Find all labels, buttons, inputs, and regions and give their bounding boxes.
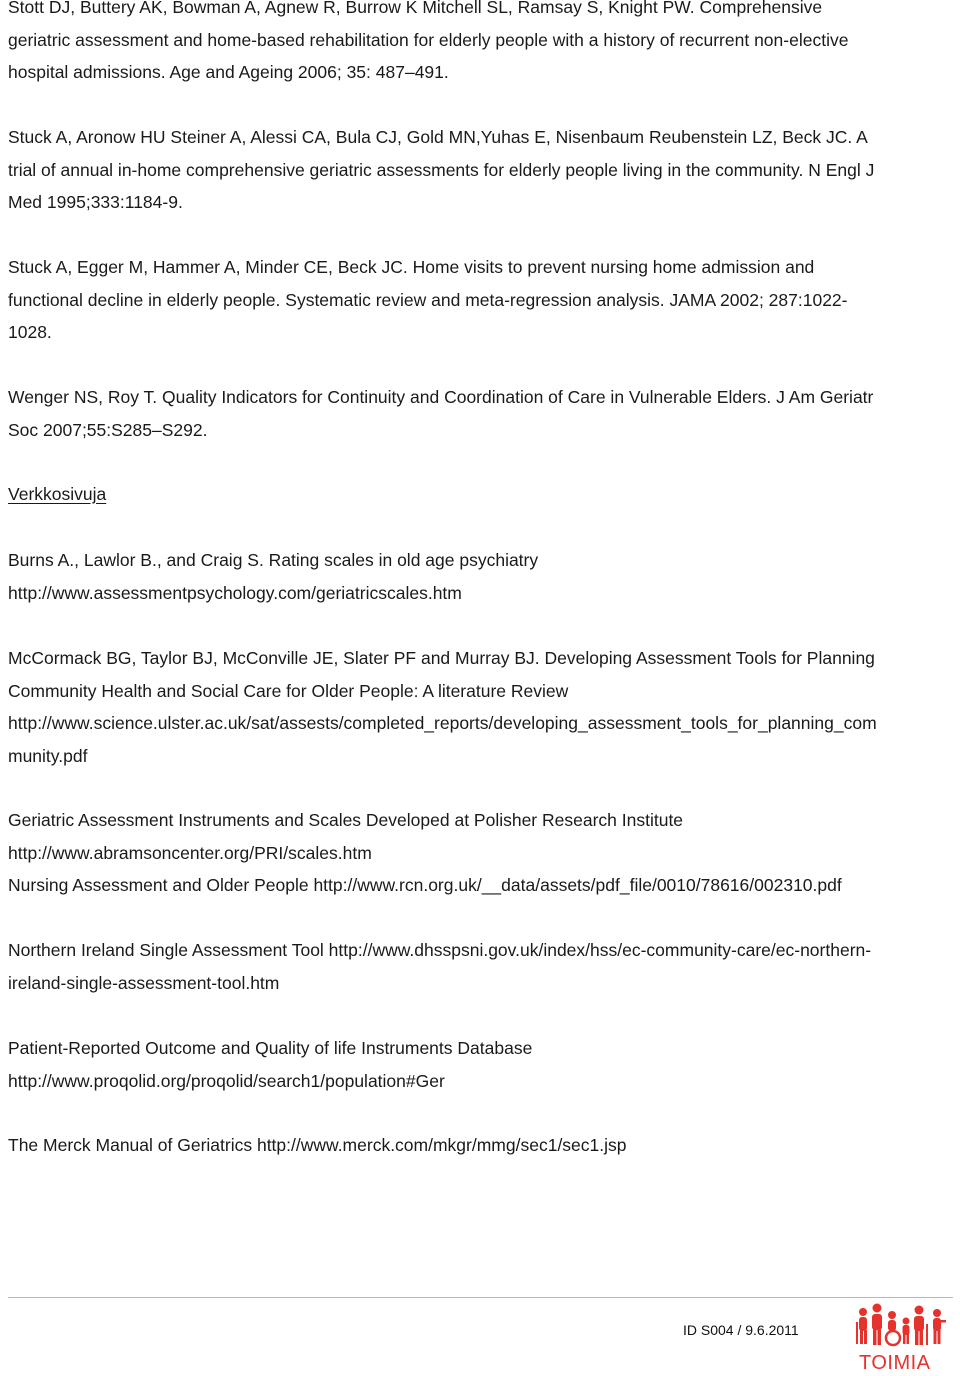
- reference-line: hospital admissions. Age and Ageing 2006; 35: 487–491.: [8, 62, 449, 83]
- reference-polisher: [8, 804, 953, 902]
- reference-line: Med 1995;333:1184-9.: [8, 192, 183, 213]
- reference-stuck-1995: [8, 121, 953, 219]
- reference-line: ireland-single-assessment-tool.htm: [8, 972, 280, 993]
- reference-line: geriatric assessment and home-based rehabilitation for elderly people with a history of recurrent non-elective: [8, 29, 849, 50]
- reference-burns: [8, 544, 953, 609]
- reference-line: trial of annual in-home comprehensive geriatric assessments for elderly people living in the community. N Engl J: [8, 159, 875, 180]
- reference-line: Wenger NS, Roy T. Quality Indicators for Continuity and Coordination of Care in Vulnerable Elders. J Am Geriatr: [8, 387, 874, 407]
- reference-northern-ireland: [8, 934, 953, 999]
- reference-url: munity.pdf: [8, 745, 88, 766]
- reference-mccormack: [8, 642, 953, 772]
- reference-line: Geriatric Assessment Instruments and Scales Developed at Polisher Research Institute: [8, 810, 684, 830]
- reference-line: Stuck A, Egger M, Hammer A, Minder CE, Beck JC. Home visits to prevent nursing home admission and: [8, 257, 815, 277]
- reference-line: Soc 2007;55:S285–S292.: [8, 419, 208, 440]
- reference-wenger: [8, 381, 953, 446]
- section-heading-web-pages: Verkkosivuja: [8, 484, 107, 504]
- reference-line: Community Health and Social Care for Older People: A literature Review: [8, 680, 569, 701]
- reference-url: http://www.science.ulster.ac.uk/sat/assests/completed_reports/developing_assessment_tools_for_planning_com: [8, 713, 877, 734]
- reference-line: functional decline in elderly people. Systematic review and meta-regression analysis. JAMA 2002; 287:1022-: [8, 289, 848, 310]
- reference-line: Stuck A, Aronow HU Steiner A, Alessi CA, Bula CJ, Gold MN,Yuhas E, Nisenbaum Reubenstein LZ, Beck JC. A: [8, 127, 868, 147]
- reference-line: Nursing Assessment and Older People http://www.rcn.org.uk/__data/assets/pdf_file/0010/78616/002310.pdf: [8, 875, 842, 896]
- reference-stuck-2002: [8, 251, 953, 349]
- reference-line: Northern Ireland Single Assessment Tool http://www.dhsspsni.gov.uk/index/hss/ec-community-care/ec-northern-: [8, 940, 872, 960]
- footer-divider: [8, 1297, 953, 1298]
- reference-line: Patient-Reported Outcome and Quality of life Instruments Database: [8, 1038, 533, 1058]
- reference-stott: [8, 0, 953, 89]
- reference-proqolid: [8, 1032, 953, 1097]
- toimia-logo: [855, 1302, 947, 1374]
- reference-line: 1028.: [8, 322, 52, 343]
- reference-merck: [8, 1129, 953, 1162]
- people-figures-icon: [855, 1302, 947, 1350]
- reference-url: http://www.abramsoncenter.org/PRI/scales.htm: [8, 842, 372, 863]
- reference-line: Burns A., Lawlor B., and Craig S. Rating scales in old age psychiatry: [8, 550, 539, 570]
- reference-line: The Merck Manual of Geriatrics http://www.merck.com/mkgr/mmg/sec1/sec1.jsp: [8, 1135, 627, 1155]
- reference-url: http://www.proqolid.org/proqolid/search1/population#Ger: [8, 1070, 445, 1091]
- reference-line: Stott DJ, Buttery AK, Bowman A, Agnew R, Burrow K Mitchell SL, Ramsay S, Knight PW. Comprehensive: [8, 0, 823, 17]
- reference-url: http://www.assessmentpsychology.com/geriatricscales.htm: [8, 582, 462, 603]
- logo-wordmark: TOIMIA: [859, 1352, 931, 1374]
- document-id: ID S004 / 9.6.2011: [683, 1322, 799, 1338]
- reference-line: McCormack BG, Taylor BJ, McConville JE, Slater PF and Murray BJ. Developing Assessment Tools for Planning: [8, 648, 875, 668]
